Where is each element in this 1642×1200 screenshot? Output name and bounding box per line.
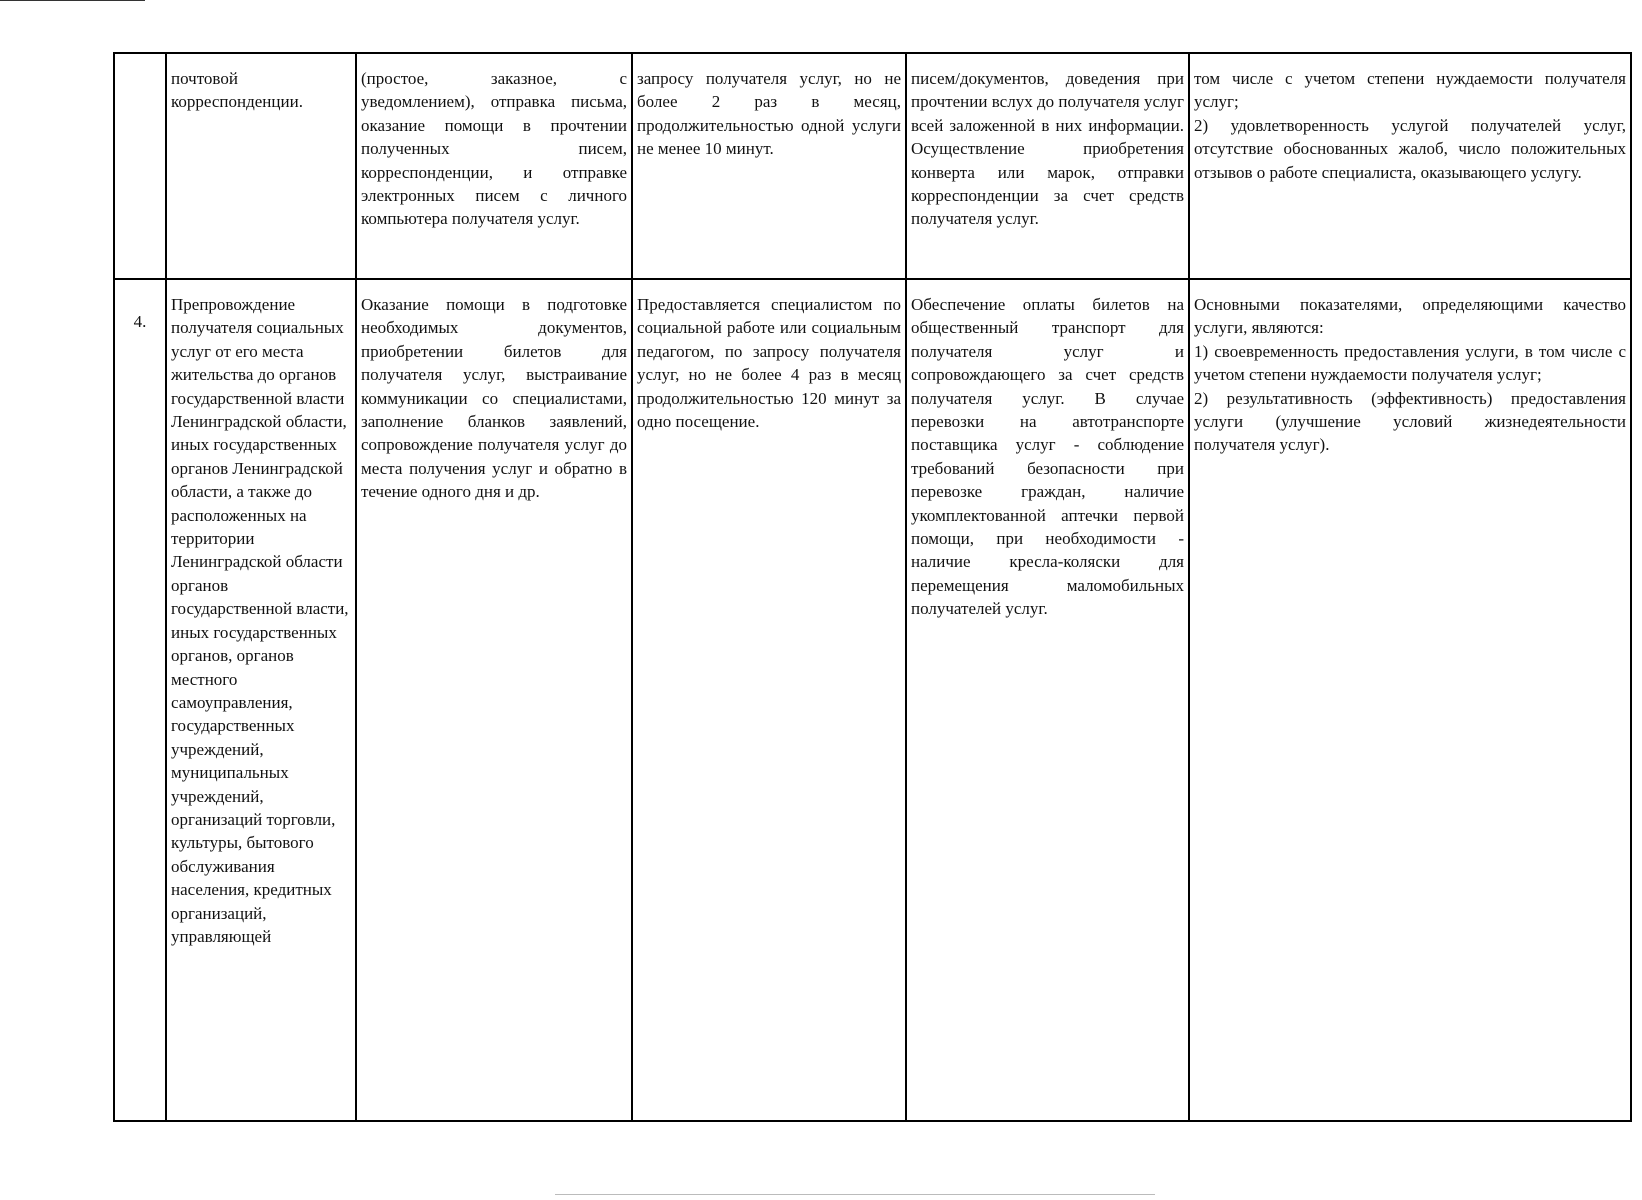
indicator-paragraph: 1) своевременность предоставления услуги, в том числе с учетом степени нуждаемости получателя услуг; <box>1194 341 1626 385</box>
scan-edge-line <box>555 1194 1155 1195</box>
indicator-paragraph: 2) результативность (эффективность) предоставления услуги (улучшение условий жизнедеятельности получателя услуг). <box>1194 388 1626 455</box>
quality-indicators <box>1189 279 1631 1121</box>
table-row <box>114 53 1631 279</box>
service-description: (простое, заказное, с уведомлением), отправка письма, оказание помощи в прочтении полученных писем, корреспонденции, и отправке электронных писем с личного компьютера получателя услуг. <box>356 53 632 279</box>
quality-indicators <box>1189 53 1631 279</box>
services-table <box>113 52 1632 1122</box>
indicator-paragraph: 2) удовлетворенность услугой получателей услуг, отсутствие обоснованных жалоб, число положительных отзывов о работе специалиста, оказывающего услугу. <box>1194 115 1626 182</box>
table-row <box>114 279 1631 1121</box>
service-conditions: Обеспечение оплаты билетов на общественный транспорт для получателя услуг и сопровождающего за счет средств получателя услуг. В случае перевозки на автотранспорте поставщика услуг - соблюдение требований безопасности при перевозке граждан, наличие укомплектованной аптечки первой помощи, при необходимости - наличие кресла-коляски для перемещения маломобильных получателей услуг. <box>906 279 1189 1121</box>
service-conditions: писем/документов, доведения при прочтении вслух до получателя услуг всей заложенной в них информации. Осуществление приобретения конверта или марок, отправки корреспонденции за счет средств получателя услуг. <box>906 53 1189 279</box>
indicator-paragraph: том числе с учетом степени нуждаемости получателя услуг; <box>1194 69 1626 112</box>
service-name: Препровождение получателя социальных услуг от его места жительства до органов государственной власти Ленинградской области, иных государственных органов Ленинградской области, а также до расположенных на территории Ленинградской области органов государственной власти, иных государственных органов, органов местного самоуправления, государственных учреждений, муниципальных учреждений, организаций торговли, культуры, бытового обслуживания населения, кредитных организаций, управляющей <box>166 279 356 1121</box>
service-volume: запросу получателя услуг, но не более 2 раз в месяц, продолжительностью одной услуги не менее 10 минут. <box>632 53 906 279</box>
service-name: почтовой корреспонденции. <box>166 53 356 279</box>
indicator-paragraph: Основными показателями, определяющими качество услуги, являются: <box>1194 295 1626 338</box>
service-volume: Предоставляется специалистом по социальной работе или социальным педагогом, по запросу получателя услуг, но не более 4 раз в месяц продолжительностью 120 минут за одно посещение. <box>632 279 906 1121</box>
row-number <box>114 53 166 279</box>
row-number: 4. <box>114 279 166 1121</box>
scan-edge-line <box>0 0 145 1</box>
service-description: Оказание помощи в подготовке необходимых документов, приобретении билетов для получателя услуг, выстраивание коммуникации со специалистами, заполнение бланков заявлений, сопровождение получателя услуг до места получения услуг и обратно в течение одного дня и др. <box>356 279 632 1121</box>
